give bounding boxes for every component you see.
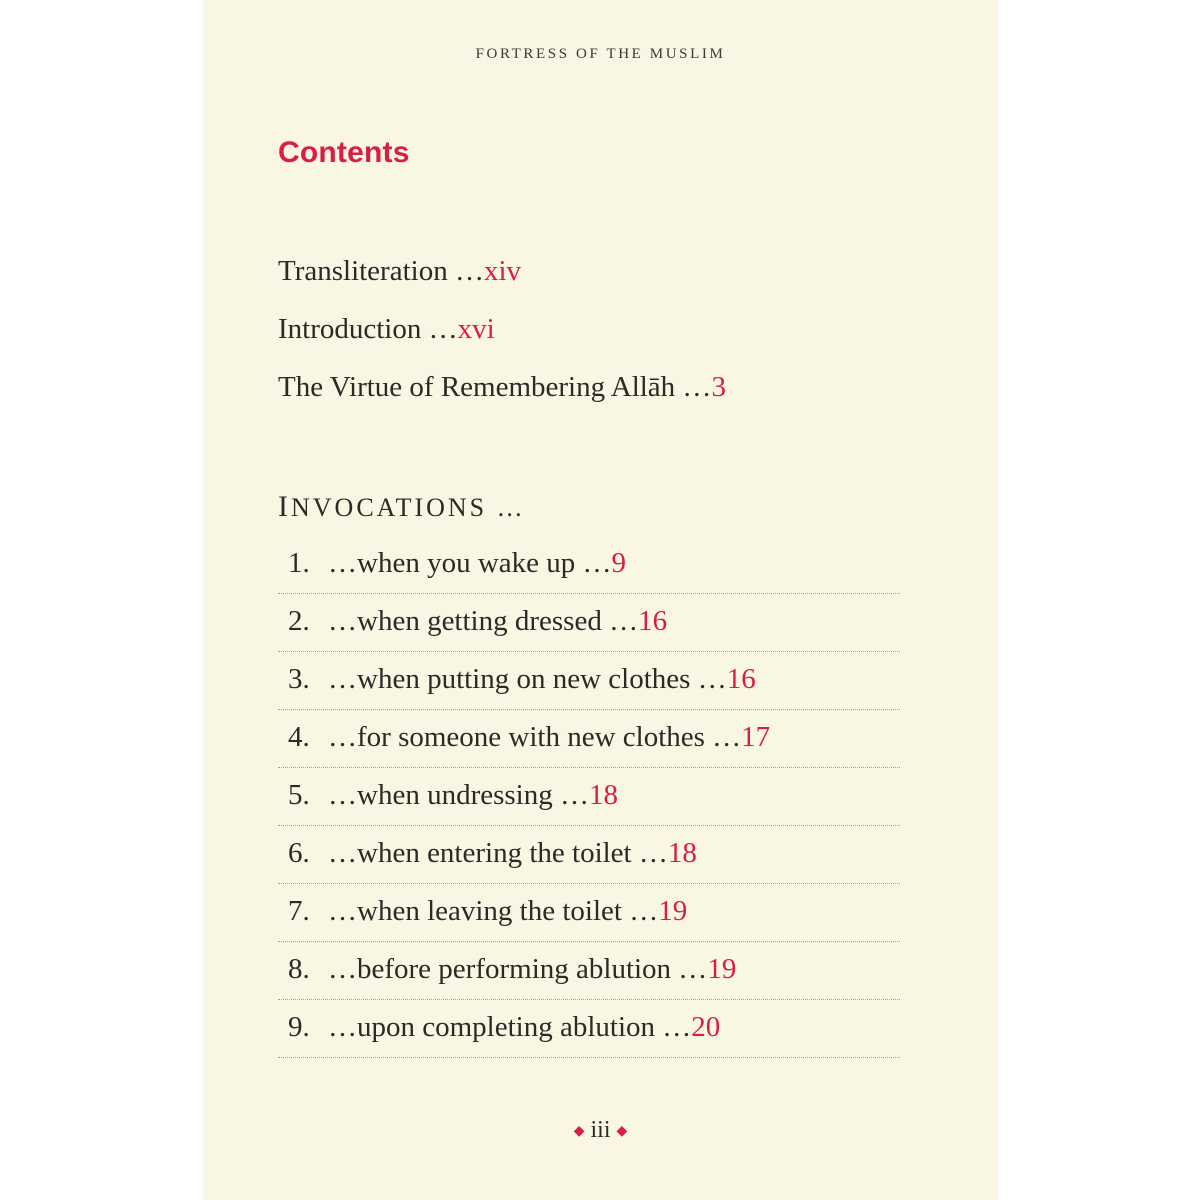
toc-entry-label: The Virtue of Remembering Allāh …	[278, 371, 712, 403]
item-label: …for someone with new clothes …	[328, 721, 742, 753]
item-number: 5.	[288, 779, 310, 811]
toc-entry-transliteration	[278, 255, 521, 288]
toc-entry-virtue	[278, 371, 726, 404]
item-label: …when getting dressed …	[328, 605, 639, 637]
invocation-list	[278, 536, 900, 1058]
item-label: …when putting on new clothes …	[328, 663, 727, 695]
list-item	[278, 942, 900, 1000]
item-number: 8.	[288, 953, 310, 985]
item-page: 18	[588, 779, 618, 811]
list-item	[278, 768, 900, 826]
list-item	[278, 884, 900, 942]
item-label: …when entering the toilet …	[328, 837, 668, 869]
list-item	[278, 652, 900, 710]
item-page: 19	[707, 953, 737, 985]
item-page: 19	[658, 895, 688, 927]
section-heading	[278, 490, 526, 524]
toc-entry-introduction	[278, 313, 495, 346]
item-page: 17	[741, 721, 771, 753]
diamond-ornament-icon: ◆	[573, 1123, 585, 1139]
item-page: 9	[611, 547, 627, 579]
page-title: Contents	[278, 136, 410, 169]
item-label: …when you wake up …	[328, 547, 612, 579]
item-label: …when leaving the toilet …	[328, 895, 659, 927]
diamond-ornament-icon: ◆	[616, 1123, 628, 1139]
section-heading-text: INVOCATIONS …	[278, 490, 526, 523]
list-item	[278, 826, 900, 884]
item-label: …before performing ablution …	[328, 953, 708, 985]
toc-page-number: xiv	[483, 255, 522, 287]
running-head: FORTRESS OF THE MUSLIM	[475, 46, 726, 62]
item-page: 16	[638, 605, 668, 637]
toc-entry-label: Introduction …	[278, 313, 458, 345]
toc-entry-label: Transliteration …	[278, 255, 484, 287]
book-page	[203, 0, 998, 1200]
item-number: 9.	[288, 1011, 310, 1043]
list-item	[278, 1000, 900, 1058]
item-page: 18	[667, 837, 697, 869]
toc-page-number: xvi	[457, 313, 495, 345]
item-label: …upon completing ablution …	[328, 1011, 692, 1043]
item-number: 3.	[288, 663, 310, 695]
folio-number: iii	[590, 1117, 611, 1143]
item-page: 20	[691, 1011, 721, 1043]
item-number: 4.	[288, 721, 310, 753]
list-item	[278, 536, 900, 594]
page-number-footer	[203, 1117, 998, 1144]
list-item	[278, 710, 900, 768]
item-number: 1.	[288, 547, 310, 579]
item-number: 6.	[288, 837, 310, 869]
item-label: …when undressing …	[328, 779, 589, 811]
list-item	[278, 594, 900, 652]
item-page: 16	[726, 663, 756, 695]
item-number: 2.	[288, 605, 310, 637]
toc-page-number: 3	[711, 371, 726, 403]
item-number: 7.	[288, 895, 310, 927]
